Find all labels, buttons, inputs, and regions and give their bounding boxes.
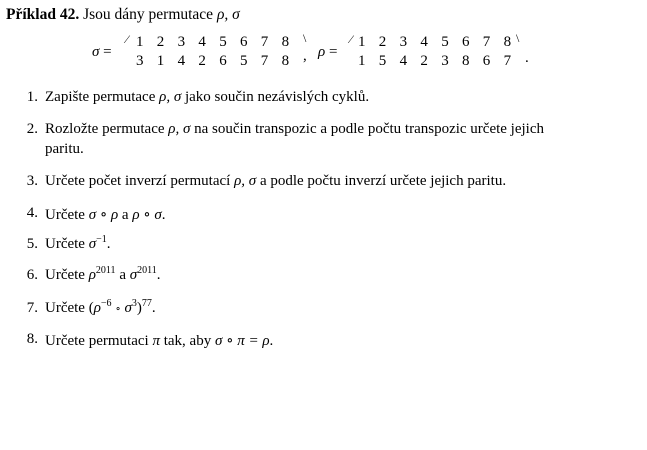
sigma-bottom-row: 3 1 4 2 6 5 7 8 xyxy=(136,53,290,69)
rho-top-row: 1 2 3 4 5 6 7 8 xyxy=(358,34,512,50)
left-paren-icon: ⁄ xyxy=(350,32,353,46)
sigma-top-row: 1 2 3 4 5 6 7 8 xyxy=(136,34,290,50)
problem-label: Příklad 42. xyxy=(6,6,80,23)
separator-comma: , xyxy=(303,48,307,64)
right-paren-icon: \ xyxy=(303,31,307,45)
permutation-definitions xyxy=(0,31,647,74)
problem-symbols: ρ, σ xyxy=(216,6,240,23)
left-paren-icon: ⁄ xyxy=(126,32,129,46)
right-paren-icon: \ xyxy=(516,31,520,45)
terminator-period: . xyxy=(525,50,529,66)
rho-bottom-row: 1 5 4 2 3 8 6 7 xyxy=(358,53,512,69)
problem-intro: Jsou dány permutace xyxy=(83,6,214,23)
sigma-label: σ = xyxy=(92,44,112,60)
problem-heading xyxy=(6,6,240,24)
rho-label: ρ = xyxy=(318,44,338,60)
